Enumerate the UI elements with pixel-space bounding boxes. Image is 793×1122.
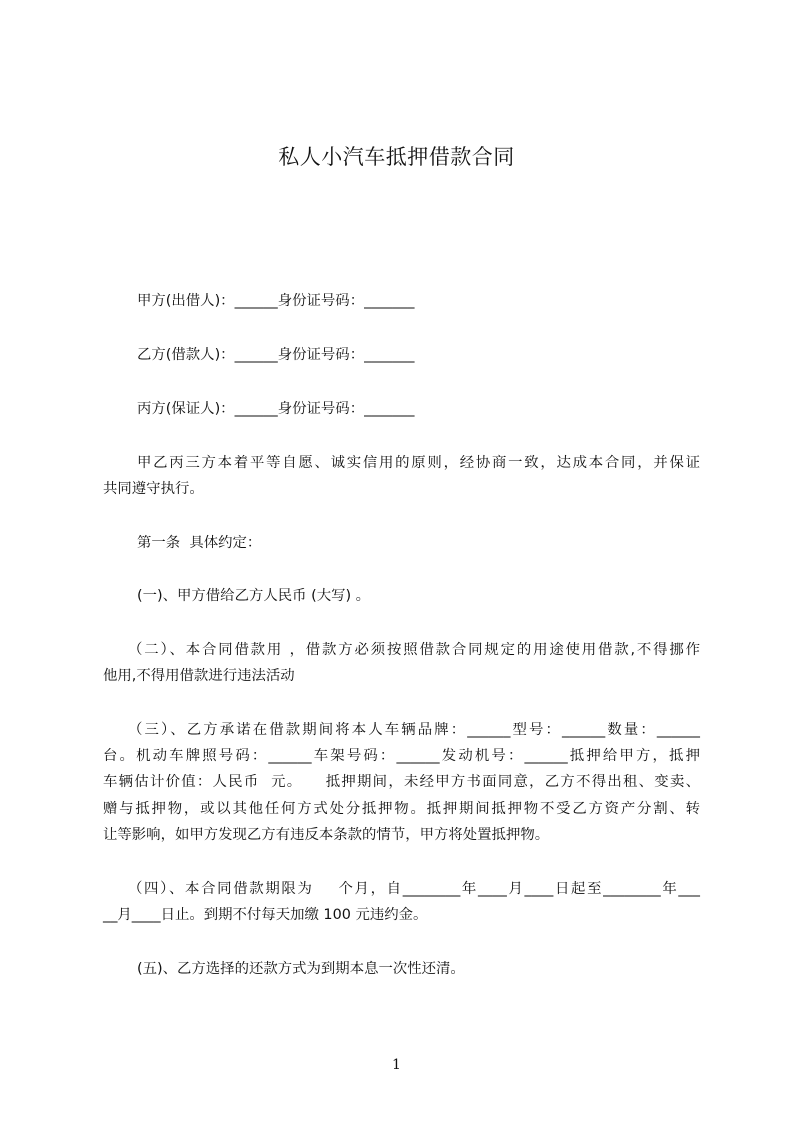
clause-3-line: 让等影响，如甲方发现乙方有违反本条款的情节，甲方将处置抵押物。 <box>103 827 550 843</box>
clause-4-line: （四）、本合同借款期限为 个月，自________年____月____日起至________年___ <box>128 881 700 897</box>
document-title: 私人小汽车抵押借款合同 <box>278 145 515 169</box>
clause-5: (五)、乙方选择的还款方式为到期本息一次性还清。 <box>137 961 465 977</box>
article-heading: 第一条 具体约定： <box>137 535 262 551</box>
party-b-line: 乙方(借款人)：______身份证号码：_______ <box>137 347 415 363</box>
clause-4-line: __月____日止。到期不付每天加缴 100 元违约金。 <box>103 907 428 923</box>
clause-3-line: 赠与抵押物，或以其他任何方式处分抵押物。抵押期间抵押物不受乙方资产分割、转 <box>103 801 700 817</box>
page-number: 1 <box>392 1057 401 1073</box>
preamble-line: 甲乙丙三方本着平等自愿、诚实信用的原则，经协商一致，达成本合同，并保证 <box>137 455 700 471</box>
clause-3-line: （三）、乙方承诺在借款期间将本人车辆品牌：______型号：______数量：______ <box>128 722 700 738</box>
clause-2-line: （二）、本合同借款用 ，借款方必须按照借款合同规定的用途使用借款,不得挪作 <box>128 642 700 658</box>
party-a-line: 甲方(出借人)：______身份证号码：_______ <box>137 293 415 309</box>
clause-3-line: 车辆估计价值：人民币 元。 抵押期间，未经甲方书面同意，乙方不得出租、变卖、 <box>103 774 700 790</box>
party-c-line: 丙方(保证人)：______身份证号码：_______ <box>137 401 415 417</box>
preamble-line: 共同遵守执行。 <box>103 481 204 497</box>
clause-2-line: 他用,不得用借款进行违法活动 <box>103 668 295 684</box>
clause-1: (一)、甲方借给乙方人民币 (大写) 。 <box>137 588 371 604</box>
clause-3-line: 台。机动车牌照号码：______车架号码：______发动机号：______抵押给甲方，抵押 <box>103 748 700 764</box>
